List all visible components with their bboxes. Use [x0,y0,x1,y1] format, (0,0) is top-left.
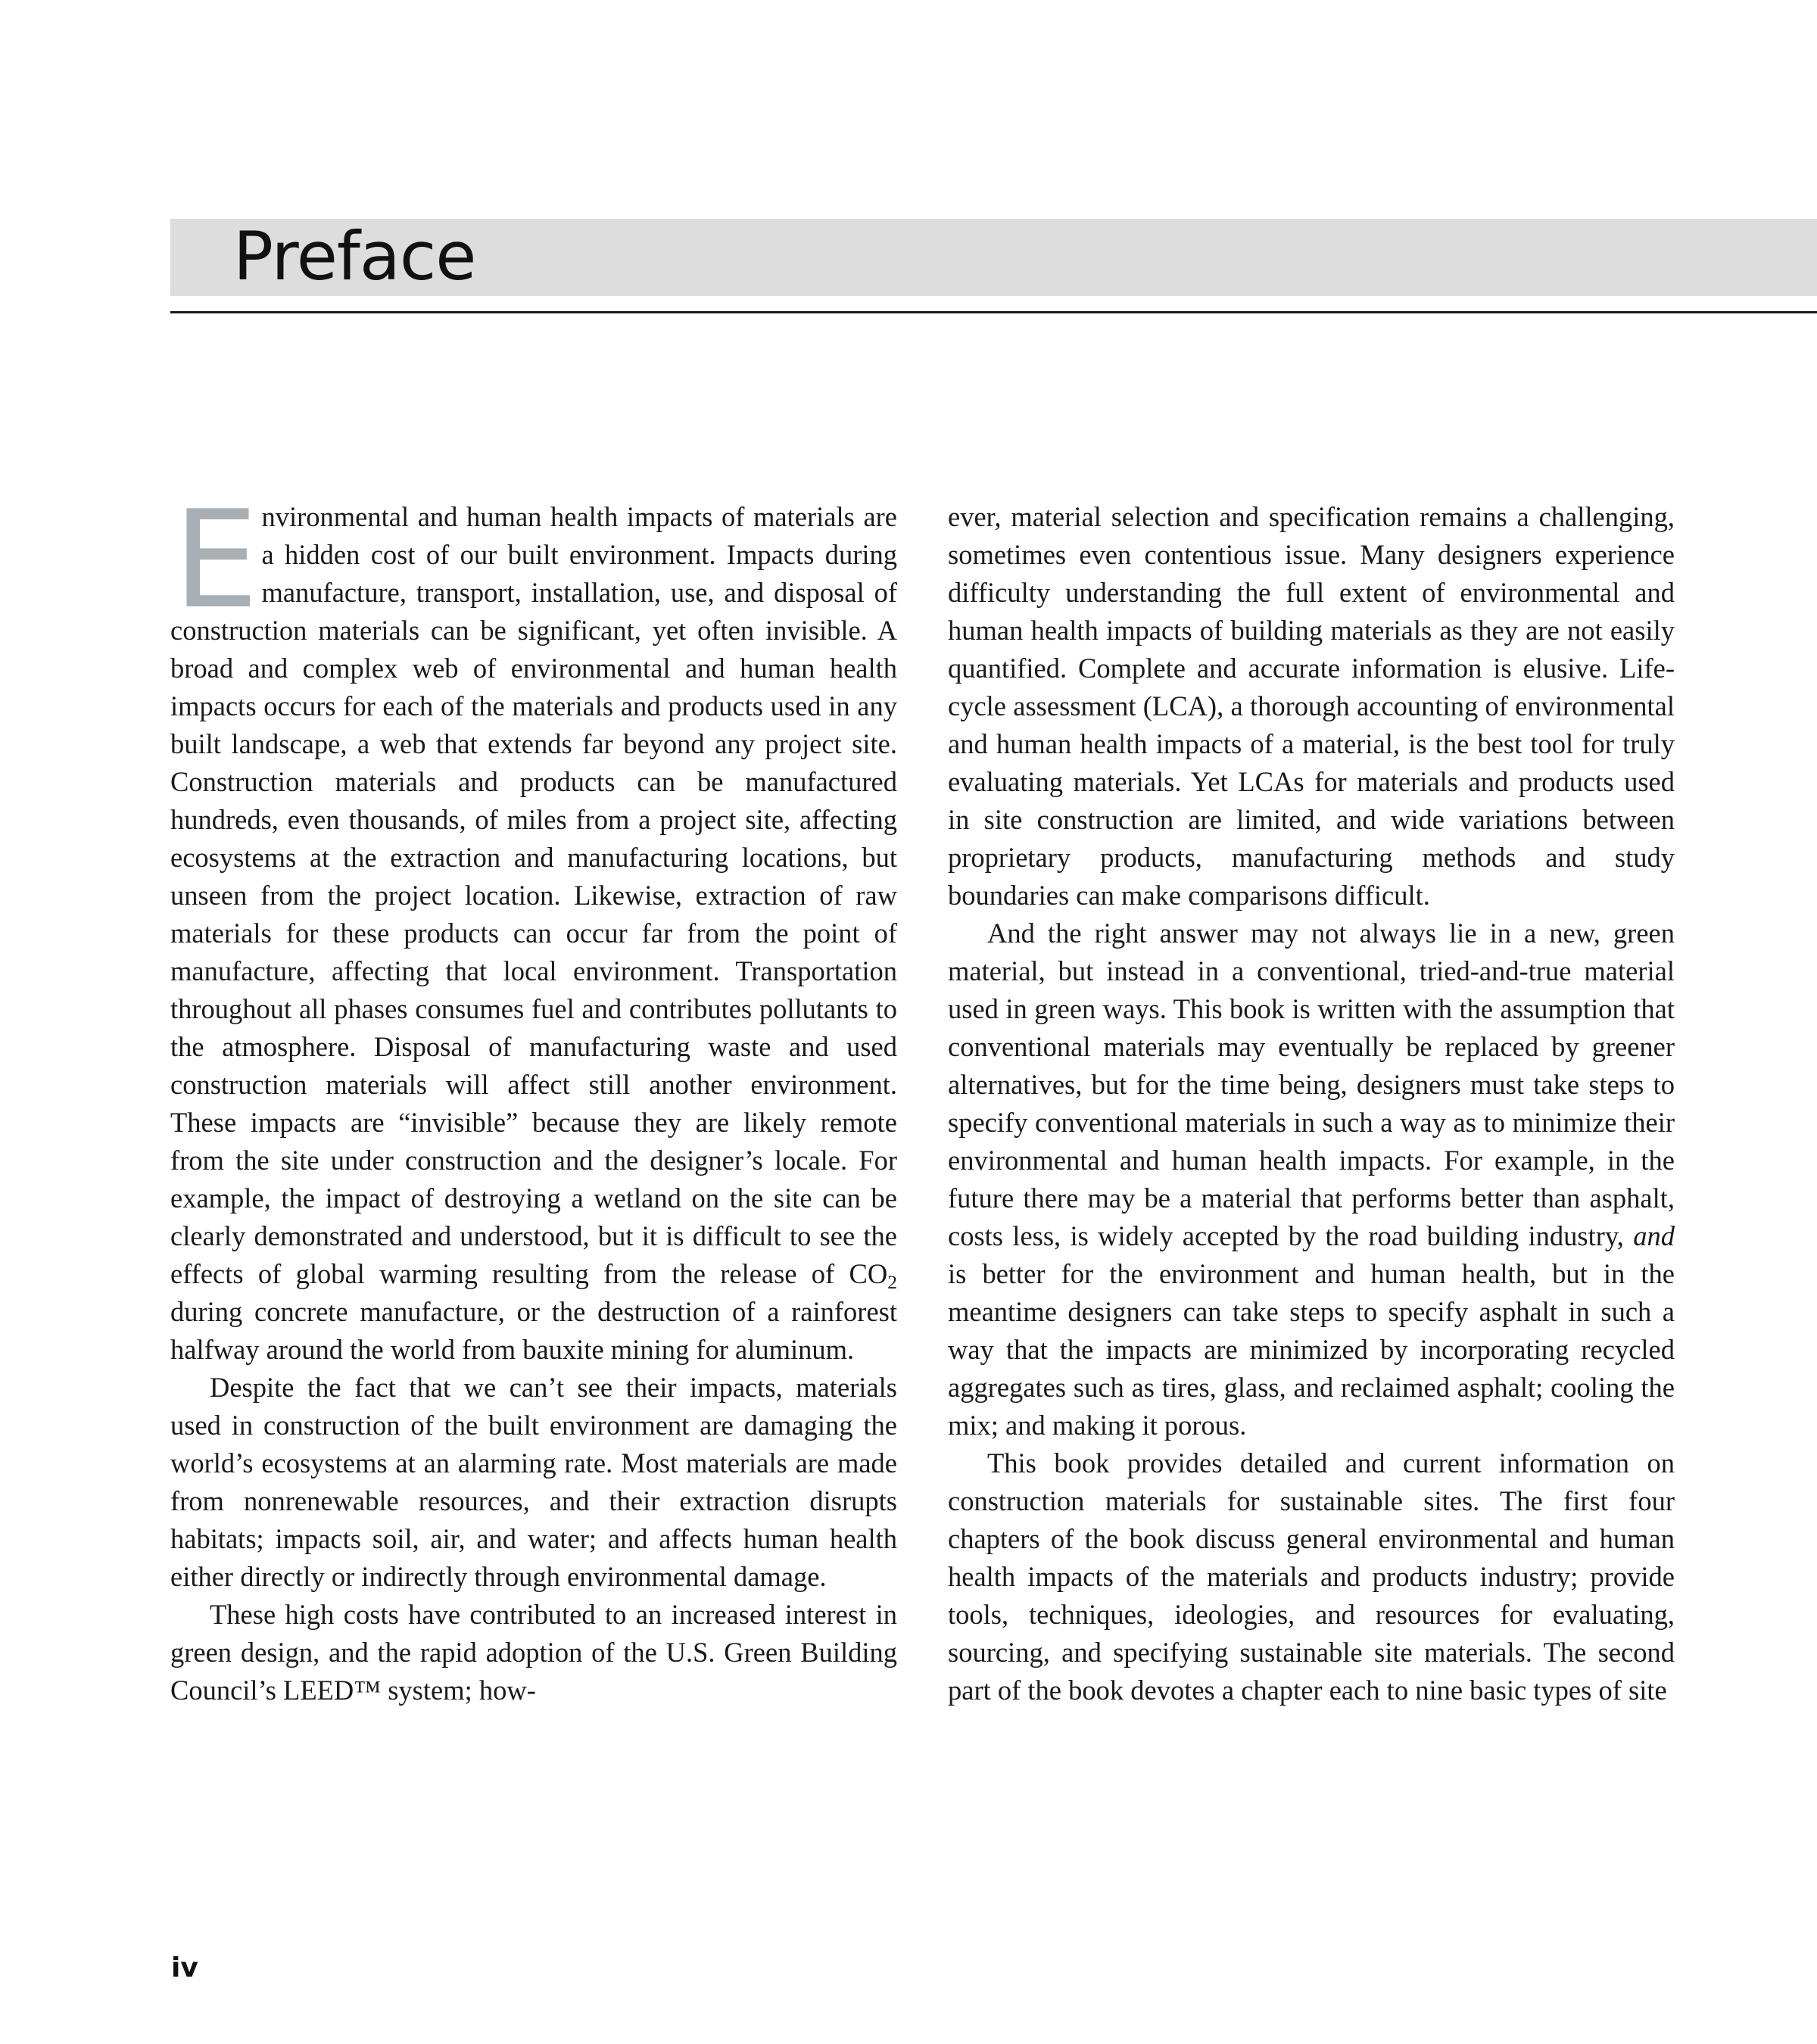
paragraph-1-tail: during concrete manufacture, or the destruction of a rainforest halfway around the world from bauxite mining for aluminum. [170,1296,897,1365]
paragraph-2: Despite the fact that we can’t see their impacts, materials used in construction of the built environment are damaging the world’s ecosystems at an alarming rate. Most materials are made from nonrenewable resources, and their extraction disrupts habitats; impacts soil, air, and water; and affects human health either directly or indirectly through environmental damage. [170,1372,897,1592]
title-rule [170,311,1817,313]
drop-cap: E [173,481,259,638]
paragraph-1 [170,481,897,1369]
right-column [948,498,1675,1709]
paragraph-right-2-a: And the right answer may not always lie in a new, green material, but instead in a conventional, tried-and-true material used in green ways. This book is written with the assumption that conventional materials may eventually be replaced by greener alternatives, but for the time being, designers must take steps to specify conventional materials in such a way as to minimize their environmental and human health impacts. For example, in the future there may be a material that performs better than asphalt, costs less, is widely accepted by the road building industry, [948,918,1675,1251]
co2-subscript: 2 [887,1271,897,1294]
paragraph-right-3: This book provides detailed and current information on construction materials for sustainable sites. The first four chapters of the book discuss general environmental and human health impacts of the materials and products industry; provide tools, techniques, ideologies, and resources for evaluating, sourcing, and specifying sustainable site materials. The second part of the book devotes a chapter each to nine basic types of site [948,1447,1675,1706]
page-number: iv [171,1952,198,1983]
paragraph-right-2 [948,915,1675,1444]
page-title: Preface [233,217,476,295]
paragraph-3: These high costs have contributed to an increased interest in green design, and the rapid adoption of the U.S. Green Building Council’s LEED™ system; how- [170,1599,897,1706]
co2-base: CO [849,1258,888,1289]
emphasis-and: and [1633,1220,1675,1251]
paragraph-continued: ever, material selection and specification remains a challenging, sometimes even contentious issue. Many designers experience difficulty understanding the full extent of environmental and human health impacts of building materials as they are not easily quantified. Complete and accurate information is elusive. Life-cycle assessment (LCA), a thorough accounting of environmental and human health impacts of a material, is the best tool for truly evaluating materials. Yet LCAs for materials and products used in site construction are limited, and wide variations between proprietary products, manufacturing methods and study boundaries can make comparisons difficult. [948,501,1675,911]
paragraph-right-2-b: is better for the environment and human health, but in the meantime designers can take steps to specify asphalt in such a way that the impacts are minimized by incorporating recycled aggregates such as tires, glass, and reclaimed asphalt; cooling the mix; and making it porous. [948,1258,1675,1441]
paragraph-1-lead: nvironmental and human health impacts of materials are a hidden cost of our built environment. Impacts during manufacture, transport, installation, use, and disposal of construction materials can be significant, yet often invisible. A broad and complex web of environmental and human health impacts occurs for each of the materials and products used in any built landscape, a web that extends far beyond any project site. Construction materials and products can be manufactured hundreds, even thousands, of miles from a project site, affecting ecosystems at the extraction and manufacturing locations, but unseen from the project location. Likewise, extraction of raw materials for these products can occur far from the point of manufacture, affecting that local environment. Transportation throughout all phases consumes fuel and contributes pollutants to the atmosphere. Disposal of manufacturing waste and used construction materials will affect still another environment. These impacts are “invisible” because they are likely remote from the site under construction and the designer’s locale. For example, the impact of destroying a wetland on the site can be clearly demonstrated and understood, but it is difficult to see the effects of global warming resulting from the release of [170,501,897,1289]
left-column [170,481,897,1709]
